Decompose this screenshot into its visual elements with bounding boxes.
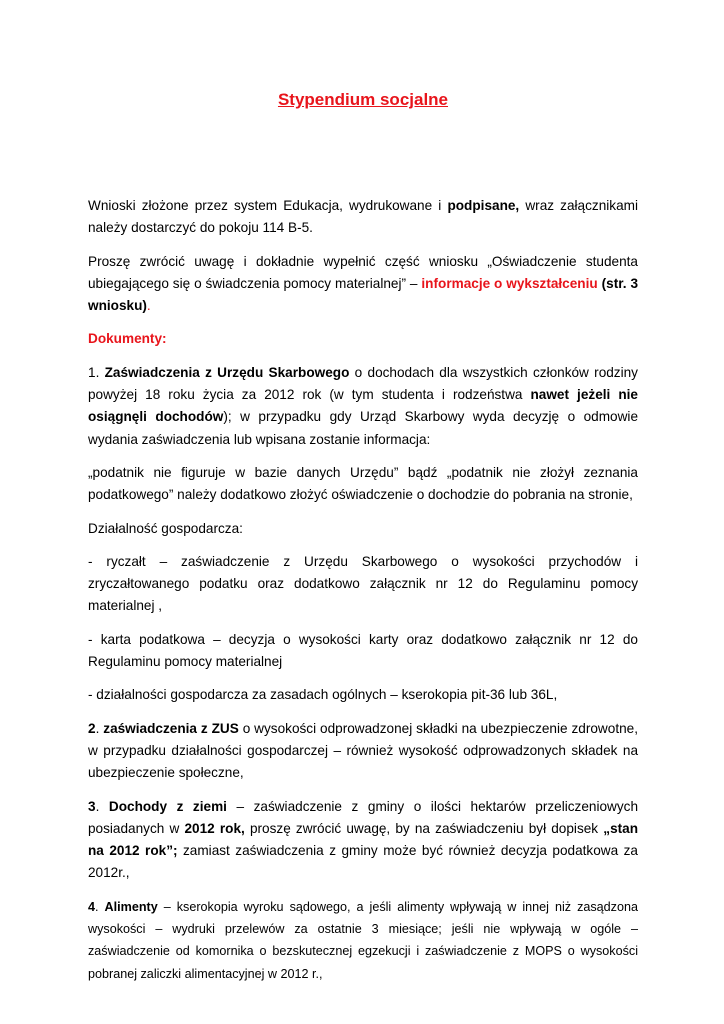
item-3-text-2: proszę zwrócić uwagę, by na zaświadczeniu był dopisek: [244, 820, 604, 836]
item-3-text-3: zamiast zaświadczenia z gminy może być również decyzja podatkowa za 2012r.,: [88, 843, 638, 881]
item-3-bold-annotation: „stan na 2012 rok”;: [88, 820, 639, 859]
item-2-text-1: o wysokości odprowadzonej składki na ubezpieczenie zdrowotne, w przypadku działalności gospodarczej – również wysokość odprowadzonych składek na ubezpieczenie społeczne,: [88, 720, 638, 781]
item-3-bold-year: 2012 rok,: [184, 820, 245, 836]
business-ryczalt: - ryczałt – zaświadczenie z Urzędu Skarbowego o wysokości przychodów i zryczałtowanego podatku oraz dodatkowo załącznik nr 12 do Regulaminu pomocy materialnej ,: [88, 553, 638, 614]
business-heading: Działalność gospodarcza:: [88, 520, 243, 536]
intro-text-1: Wnioski złożone przez system Edukacja, wydrukowane i: [88, 198, 448, 213]
item-4-text-1: – kserokopia wyroku sądowego, a jeśli alimenty wpływają w innej niż zasądzona wysokości – wydruki przelewów za ostatnie 3 miesiące; jeśli nie wpływają w ogóle – zaświadczenie od komornika o bezskutecznej egzekucji i zaświadczenie z MOPS o wysokości pobranej zaliczki alimentacyjnej w 2012 r.,: [88, 899, 638, 981]
item-4-alimony: [88, 896, 638, 985]
attention-page-ref: (str. 3 wniosku): [88, 275, 639, 314]
item-3-dot: .: [95, 798, 109, 814]
quote-paragraph: „podatnik nie figuruje w bazie danych Urzędu” bądź „podatnik nie złożył zeznania podatkowego” należy dodatkowo złożyć oświadczenie o dochodzie do pobrania na stronie,: [88, 464, 638, 503]
item-2-dot: .: [95, 720, 104, 736]
item-2-bold-title: zaświadczenia z ZUS: [103, 720, 239, 736]
item-4-number: 4: [88, 899, 96, 914]
item-1-text-2: ); w przypadku gdy Urząd Skarbowy wyda decyzję o odmowie wydania zaświadczenia lub wpisana zostanie informacja:: [88, 409, 638, 447]
item-3-text-1: – zaświadczenie z gminy o ilości hektarów przeliczeniowych posiadanych w: [88, 798, 639, 836]
item-1-bold-title: Zaświadczenia z Urzędu Skarbowego: [104, 364, 350, 380]
page-title: Stypendium socjalne: [277, 90, 449, 109]
item-1-bold-no-income: nawet jeżeli nie osiągnęli dochodów: [88, 387, 638, 425]
attention-red-dot: .: [146, 298, 151, 314]
item-2-zus: [88, 718, 638, 785]
item-4-dot: .: [95, 899, 105, 914]
document-body: [88, 195, 638, 996]
business-ogolne: - działalności gospodarcza za zasadach ogólnych – kserokopia pit-36 lub 36L,: [88, 687, 558, 703]
item-2-number: 2: [88, 720, 96, 736]
documents-heading: Dokumenty:: [88, 331, 167, 347]
item-1-number: 1: [88, 364, 96, 380]
attention-text-1: Proszę zwrócić uwagę i dokładnie wypełnić część wniosku „Oświadczenie studenta ubiegającego się o świadczenia pomocy materialnej” –: [88, 253, 638, 291]
intro-bold-signed: podpisane,: [447, 198, 520, 213]
item-1-text-1: o dochodach dla wszystkich członków rodziny powyżej 18 roku życia za 2012 rok (w tym studenta i rodzeństwa: [88, 364, 638, 403]
intro-paragraph: [88, 195, 638, 240]
item-1-dot: .: [95, 364, 105, 380]
item-3-number: 3: [88, 798, 96, 814]
intro-text-2: wraz załącznikami należy dostarczyć do pokoju 114 B-5.: [88, 198, 638, 236]
item-3-bold-title: Dochody z ziemi: [108, 798, 227, 814]
business-karta: - karta podatkowa – decyzja o wysokości karty oraz dodatkowo załącznik nr 12 do Regulaminu pomocy materialnej: [88, 631, 638, 670]
attention-education-info: informacje o wykształceniu: [421, 275, 598, 291]
attention-paragraph: [88, 251, 638, 318]
item-1-tax-office: [88, 362, 638, 451]
item-4-bold-title: Alimenty: [104, 899, 158, 914]
item-3-land-income: [88, 796, 638, 885]
